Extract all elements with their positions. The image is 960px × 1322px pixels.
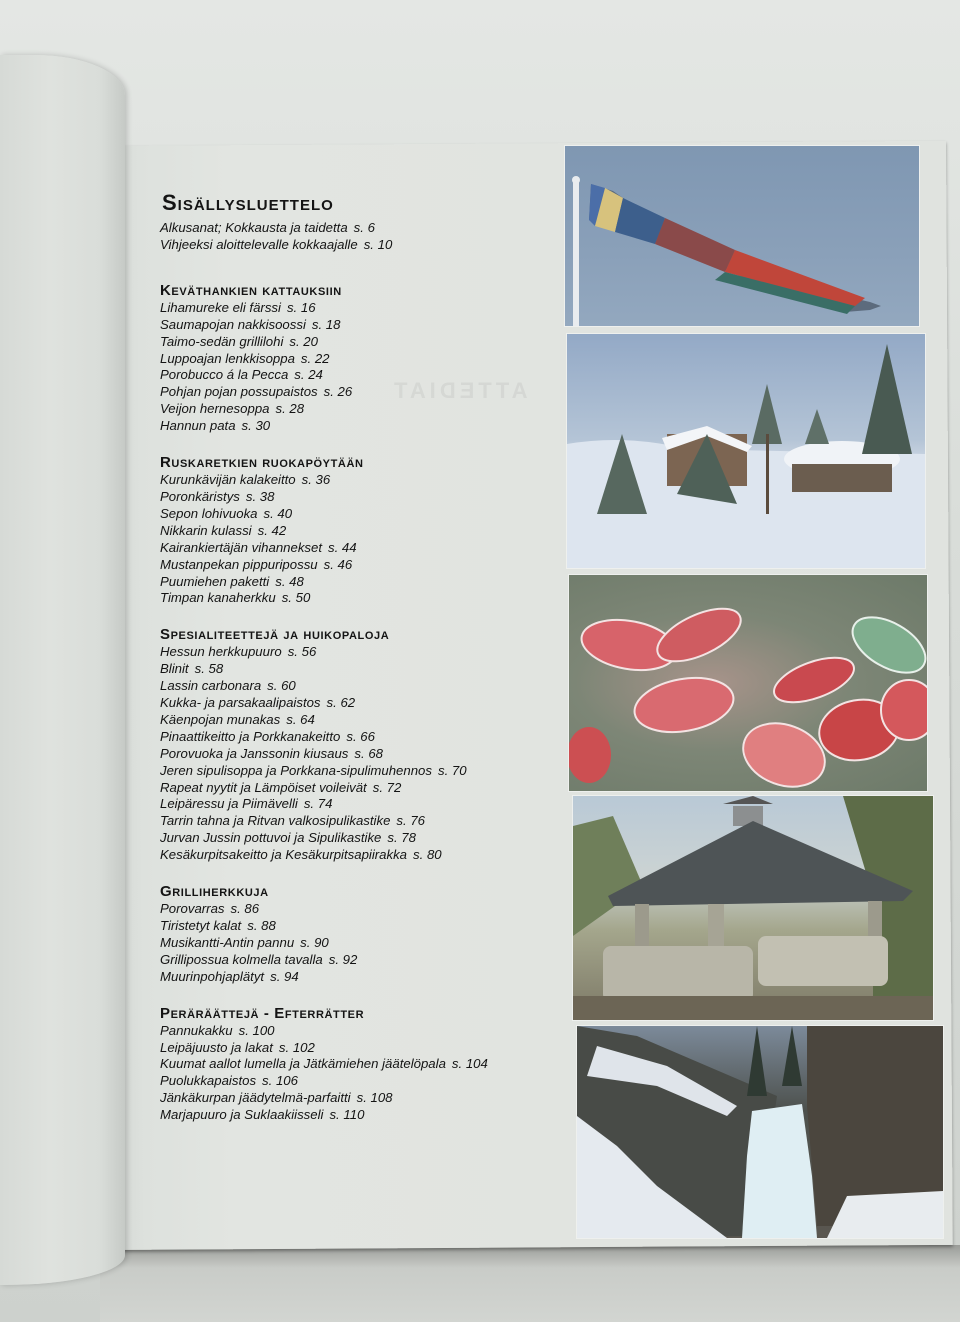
toc-entry: Pinaattikeitto ja Porkkanakeitto s. 66	[160, 728, 375, 744]
toc-entry: Kuumat aallot lumella ja Jätkämiehen jäätelöpala s. 104	[160, 1056, 488, 1072]
toc-entry: Alkusanat; Kokkausta ja taidetta s. 6	[160, 220, 375, 235]
cabin-illustration	[567, 334, 925, 568]
toc-entry: Rapeat nyytit ja Lämpöiset voileivät s. 72	[160, 779, 402, 795]
toc-section-grill	[160, 883, 560, 986]
page-curl-left	[0, 55, 125, 1285]
section-title: Spesialiteettejä ja huikopaloja	[160, 626, 390, 644]
toc-entry: Saumapojan nakkisoossi s. 18	[160, 316, 341, 332]
toc-entry: Sepon lohivuoka s. 40	[160, 505, 293, 521]
toc-entry: Vihjeeksi aloittelevalle kokkaajalle s. 10	[160, 236, 393, 252]
toc-entry: Lihamureke eli färssi s. 16	[160, 299, 316, 315]
toc-entry: Grillipossua kolmella tavalla s. 92	[160, 951, 358, 967]
waterfall-illustration	[577, 1026, 943, 1238]
toc-entry: Hannun pata s. 30	[160, 418, 271, 434]
toc-section-specialties	[160, 626, 560, 864]
leaves-illustration	[569, 575, 927, 791]
toc-entry: Marjapuuro ja Suklaakiisseli s. 110	[160, 1107, 365, 1123]
toc-entry: Nikkarin kulassi s. 42	[160, 522, 287, 538]
toc-entry: Kukka- ja parsakaalipaistos s. 62	[160, 695, 356, 711]
table-of-contents	[160, 190, 560, 1124]
toc-entry: Tarrin tahna ja Ritvan valkosipulikastike s. 76	[160, 813, 426, 829]
toc-entry: Porovarras s. 86	[160, 901, 260, 917]
toc-entry: Tiristetyt kalat s. 88	[160, 918, 276, 933]
shelter-illustration	[573, 796, 933, 1020]
toc-entry: Taimo-sedän grillilohi s. 20	[160, 333, 318, 349]
toc-entry: Porobucco á la Pecca s. 24	[160, 367, 323, 383]
section-title: Keväthankien kattauksiin	[160, 281, 342, 299]
photo-flag	[564, 145, 920, 327]
toc-entry: Puolukkapaistos s. 106	[160, 1073, 298, 1089]
toc-intro	[160, 220, 560, 254]
toc-entry: Pannukakku s. 100	[160, 1022, 275, 1038]
toc-entry: Puumiehen paketti s. 48	[160, 573, 304, 589]
toc-entry: Leipäjuusto ja lakat s. 102	[160, 1039, 315, 1055]
toc-entry: Muurinpohjaplätyt s. 94	[160, 968, 299, 984]
toc-entry: Blinit s. 58	[160, 661, 224, 677]
toc-entry: Kesäkurpitsakeitto ja Kesäkurpitsapiirakka s. 80	[160, 847, 442, 863]
book-shadow	[100, 1245, 960, 1322]
toc-entry: Jänkäkurpan jäädytelmä-parfaitti s. 108	[160, 1090, 393, 1106]
toc-entry: Musikantti-Antin pannu s. 90	[160, 934, 329, 950]
section-title: Grilliherkkuja	[160, 883, 269, 901]
toc-section-desserts	[160, 1005, 560, 1124]
flag-illustration	[565, 146, 919, 326]
toc-entry: Kurunkävijän kalakeitto s. 36	[160, 472, 331, 488]
toc-entry: Jeren sipulisoppa ja Porkkana-sipulimuhennos s. 70	[160, 762, 467, 778]
toc-entry: Poronkäristys s. 38	[160, 488, 275, 504]
toc-entry: Leipäressu ja Piimävelli s. 74	[160, 796, 333, 812]
toc-entry: Käenpojan munakas s. 64	[160, 711, 315, 727]
photo-frosted-leaves	[568, 574, 928, 792]
toc-entry: Pohjan pojan possupaistos s. 26	[160, 384, 353, 400]
photo-snowy-cabins	[566, 333, 926, 569]
toc-entry: Porovuoka ja Janssonin kiusaus s. 68	[160, 745, 383, 761]
toc-section-autumn	[160, 454, 560, 607]
section-title: Ruskaretkien ruokapöytään	[160, 454, 364, 472]
toc-entry: Jurvan Jussin pottuvoi ja Sipulikastike s. 78	[160, 830, 416, 846]
toc-title: Sisällysluettelo	[162, 190, 334, 215]
toc-entry: Mustanpekan pippuripossu s. 46	[160, 556, 353, 572]
toc-section-spring	[160, 282, 560, 435]
photo-frozen-waterfall	[576, 1025, 944, 1239]
toc-entry: Luppoajan lenkkisoppa s. 22	[160, 350, 330, 366]
toc-entry: Lassin carbonara s. 60	[160, 678, 296, 694]
toc-entry: Timpan kanaherkku s. 50	[160, 590, 311, 606]
toc-entry: Kairankiertäjän vihannekset s. 44	[160, 539, 357, 555]
photo-grill-shelter	[572, 795, 934, 1021]
section-title: Peräräättejä - Efterrätter	[160, 1004, 365, 1022]
show-through-text: ATTEDIAT	[390, 378, 528, 403]
toc-entry: Veijon hernesoppa s. 28	[160, 401, 305, 417]
toc-entry: Hessun herkkupuuro s. 56	[160, 644, 317, 660]
